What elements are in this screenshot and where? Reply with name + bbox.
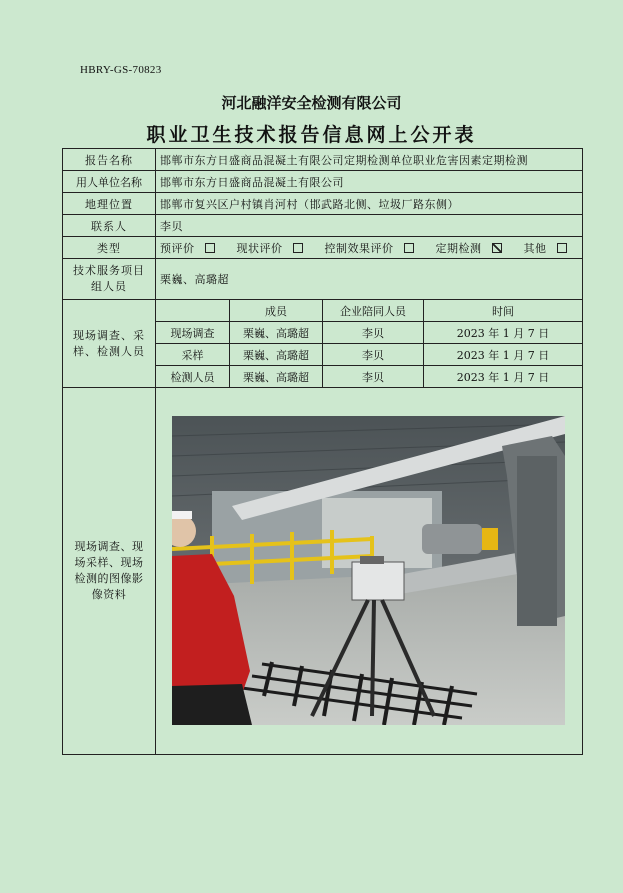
field-escort: 李贝 <box>323 344 424 366</box>
team-label: 技术服务项目组人员 <box>63 259 156 300</box>
field-header-blank <box>156 300 230 322</box>
type-options <box>156 237 583 259</box>
report-name-value: 邯郸市东方日盛商品混凝土有限公司定期检测单位职业危害因素定期检测 <box>156 149 583 171</box>
row-field-header <box>63 300 583 322</box>
type-option-label: 预评价 <box>160 241 195 255</box>
field-header-escort: 企业陪同人员 <box>323 300 424 322</box>
field-label: 现场调查、采样、检测人员 <box>63 300 156 388</box>
contact-label: 联系人 <box>63 215 156 237</box>
row-report-name <box>63 149 583 171</box>
checkbox-icon[interactable] <box>404 243 414 253</box>
field-members: 栗巍、高璐超 <box>230 344 323 366</box>
page-title: 职业卫生技术报告信息网上公开表 <box>146 124 477 146</box>
type-option-label: 其他 <box>523 241 547 255</box>
type-option-label: 现状评价 <box>236 241 283 255</box>
field-role: 现场调查 <box>156 322 230 344</box>
type-option-other[interactable] <box>524 242 576 255</box>
type-label: 类型 <box>63 237 156 259</box>
checkbox-icon[interactable] <box>557 243 567 253</box>
field-escort: 李贝 <box>323 322 424 344</box>
contact-value: 李贝 <box>156 215 583 237</box>
row-type <box>63 237 583 259</box>
site-photo <box>172 416 565 725</box>
employer-label: 用人单位名称 <box>63 171 156 193</box>
type-option-current-eval[interactable] <box>237 242 312 255</box>
checkbox-icon[interactable] <box>293 243 303 253</box>
row-team <box>63 259 583 300</box>
report-name-label: 报告名称 <box>63 149 156 171</box>
company-name: 河北融洋安全检测有限公司 <box>221 94 402 112</box>
field-members: 栗巍、高璐超 <box>230 366 323 388</box>
image-section-label: 现场调查、现场采样、现场检测的图像影像资料 <box>63 388 156 755</box>
image-cell <box>156 388 583 755</box>
type-option-control-eval[interactable] <box>325 242 423 255</box>
site-photo-illustration <box>172 416 565 725</box>
type-option-pre-eval[interactable] <box>160 242 224 255</box>
type-option-label: 控制效果评价 <box>324 241 394 255</box>
field-escort: 李贝 <box>323 366 424 388</box>
employer-value: 邯郸市东方日盛商品混凝土有限公司 <box>156 171 583 193</box>
row-employer <box>63 171 583 193</box>
document-code: HBRY-GS-70823 <box>80 64 162 76</box>
disclosure-table <box>62 148 583 755</box>
type-option-periodic[interactable] <box>436 242 511 255</box>
type-option-label: 定期检测 <box>435 241 482 255</box>
team-value: 栗巍、高璐超 <box>156 259 583 300</box>
field-date: 2023 年 1 月 7 日 <box>424 366 583 388</box>
checkbox-icon[interactable] <box>205 243 215 253</box>
field-role: 采样 <box>156 344 230 366</box>
field-members: 栗巍、高璐超 <box>230 322 323 344</box>
row-location <box>63 193 583 215</box>
field-date: 2023 年 1 月 7 日 <box>424 344 583 366</box>
field-header-date: 时间 <box>424 300 583 322</box>
row-image <box>63 388 583 755</box>
field-role: 检测人员 <box>156 366 230 388</box>
checkbox-checked-icon[interactable] <box>492 243 502 253</box>
row-contact <box>63 215 583 237</box>
location-value: 邯郸市复兴区户村镇肖河村（邯武路北侧、垃圾厂路东侧） <box>156 193 583 215</box>
location-label: 地理位置 <box>63 193 156 215</box>
field-date: 2023 年 1 月 7 日 <box>424 322 583 344</box>
field-header-members: 成员 <box>230 300 323 322</box>
